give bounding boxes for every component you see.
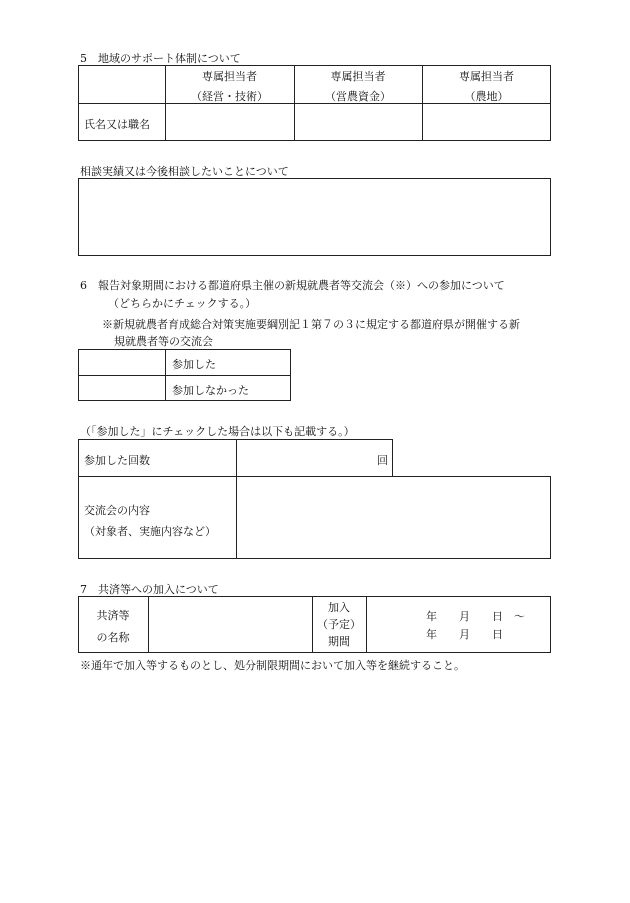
option-attended-label: 参加した — [172, 358, 216, 371]
count-label: 参加した回数 — [84, 454, 150, 467]
insurance-vline-3 — [366, 596, 367, 653]
count-unit: 回 — [377, 454, 388, 467]
count-field[interactable] — [237, 440, 375, 476]
section7-note: ※通年で加入等するものとし、処分制限期間において加入等を継続すること。 — [80, 659, 465, 672]
insurance-name-field[interactable] — [149, 597, 311, 652]
name-field-management[interactable] — [166, 104, 293, 140]
insurance-name-label: 共済等 の名称 — [96, 609, 130, 644]
name-field-finance[interactable] — [295, 104, 421, 140]
row-label-name: 氏名又は職名 — [84, 118, 150, 131]
content-field[interactable] — [237, 477, 550, 558]
name-field-farmland[interactable] — [423, 104, 550, 140]
checkbox-not-attended[interactable] — [79, 376, 164, 400]
option-not-attended-label: 参加しなかった — [172, 384, 249, 397]
insurance-period-label: 加入 （予定） 期間 — [317, 601, 361, 648]
section7-heading: 7 共済等への加入について — [80, 583, 219, 596]
section6-heading: 6 報告対象期間における都道府県主催の新規就農者等交流会（※）への参加について — [80, 279, 505, 292]
section6-note-line1: ※新規就農者育成総合対策実施要綱別記１第７の３に規定する都道府県が開催する新 — [102, 318, 520, 331]
section6-instruction: （どちらかにチェックする。） — [108, 297, 257, 310]
col-header-finance: 専属担当者 （営農資金） — [325, 70, 391, 103]
participation-vline — [165, 349, 166, 401]
consult-textbox[interactable] — [78, 178, 551, 256]
followup-instruction: （「参加した」にチェックした場合は以下も記載する。） — [80, 425, 355, 438]
checkbox-attended[interactable] — [79, 350, 164, 374]
section5-heading: 5 地域のサポート体制について — [80, 52, 241, 65]
insurance-period-start[interactable]: 年 月 日 ～ — [426, 610, 525, 623]
col-header-farmland: 専属担当者 （農地） — [459, 70, 514, 103]
consult-heading: 相談実績又は今後相談したいことについて — [80, 165, 289, 178]
col-header-management: 専属担当者 （経営・技術） — [191, 70, 268, 103]
section6-note-line2: 規就農者等の交流会 — [114, 335, 213, 348]
content-label: 交流会の内容 （対象者、実施内容など） — [84, 504, 216, 538]
insurance-period-end[interactable]: 年 月 日 — [426, 628, 503, 641]
